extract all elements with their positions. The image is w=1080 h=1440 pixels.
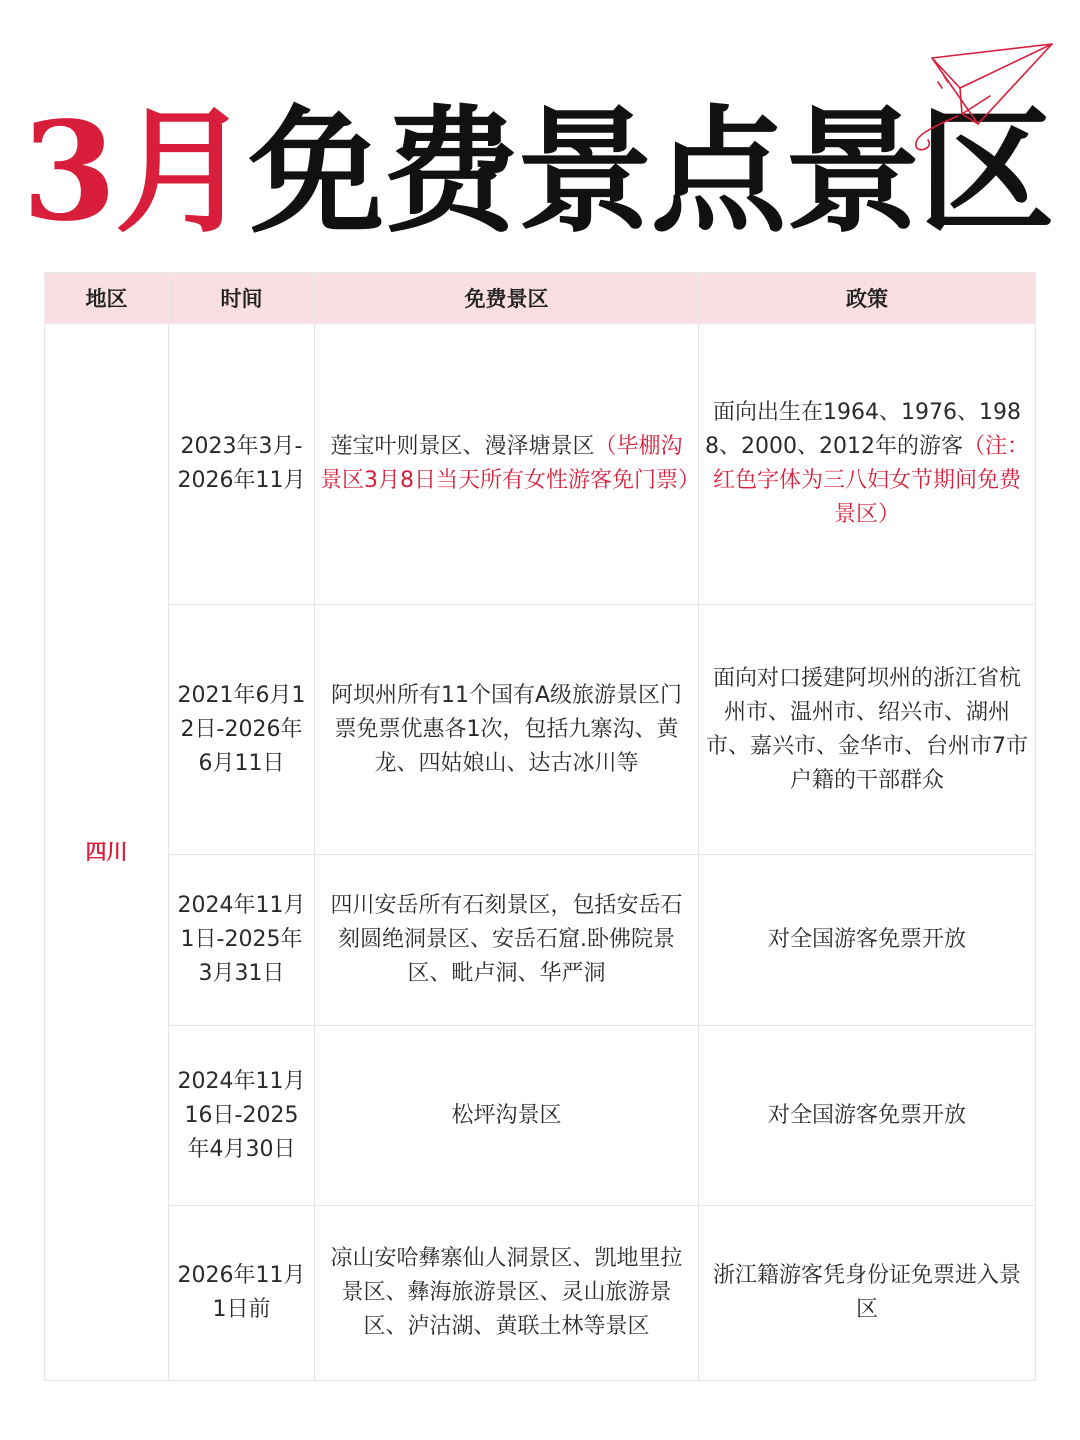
title-month: 月	[114, 94, 249, 252]
header-region: 地区	[45, 273, 169, 324]
table-row	[45, 1026, 1036, 1206]
header-policy: 政策	[699, 273, 1036, 324]
header-time: 时间	[169, 273, 315, 324]
spots-cell: 四川安岳所有石刻景区，包括安岳石刻圆绝洞景区、安岳石窟.卧佛院景区、毗卢洞、华严洞	[315, 855, 699, 1026]
policy-text: 面向出生在1964、1976、1988、2000、2012年的游客	[705, 400, 1021, 459]
spots-cell	[315, 324, 699, 605]
policy-note: （注：红色字体为三八妇女节期间免费景区）	[712, 434, 1029, 527]
header-spots: 免费景区	[315, 273, 699, 324]
time-cell: 2026年11月1日前	[169, 1206, 315, 1381]
region-cell: 四川	[45, 324, 169, 1381]
table-row	[45, 605, 1036, 855]
table-row	[45, 324, 1036, 605]
table-row	[45, 855, 1036, 1026]
table-header-row	[45, 273, 1036, 324]
policy-cell: 对全国游客免票开放	[699, 855, 1036, 1026]
spots-note: （毕棚沟景区3月8日当天所有女性游客免门票）	[320, 434, 700, 493]
paper-plane-icon	[890, 36, 1070, 166]
title-number: 3	[22, 92, 115, 252]
time-cell: 2024年11月1日-2025年3月31日	[169, 855, 315, 1026]
free-scenic-spots-table	[44, 272, 1035, 1379]
policy-cell: 面向对口援建阿坝州的浙江省杭州市、温州市、绍兴市、湖州市、嘉兴市、金华市、台州市7市户籍的干部群众	[699, 605, 1036, 855]
spots-cell: 凉山安哈彝寨仙人洞景区、凯地里拉景区、彝海旅游景区、灵山旅游景区、泸沽湖、黄联土林等景区	[315, 1206, 699, 1381]
time-cell: 2024年11月16日-2025年4月30日	[169, 1026, 315, 1206]
spots-cell: 松坪沟景区	[315, 1026, 699, 1206]
policy-cell	[699, 324, 1036, 605]
title-text: 免费景点景区	[248, 94, 1053, 252]
spots-text: 莲宝叶则景区、漫泽塘景区	[330, 434, 595, 459]
time-cell: 2021年6月12日-2026年6月11日	[169, 605, 315, 855]
time-cell: 2023年3月-2026年11月	[169, 324, 315, 605]
policy-cell: 浙江籍游客凭身份证免票进入景区	[699, 1206, 1036, 1381]
table-row	[45, 1206, 1036, 1381]
policy-cell: 对全国游客免票开放	[699, 1026, 1036, 1206]
spots-cell: 阿坝州所有11个国有A级旅游景区门票免票优惠各1次，包括九寨沟、黄龙、四姑娘山、达古冰川等	[315, 605, 699, 855]
